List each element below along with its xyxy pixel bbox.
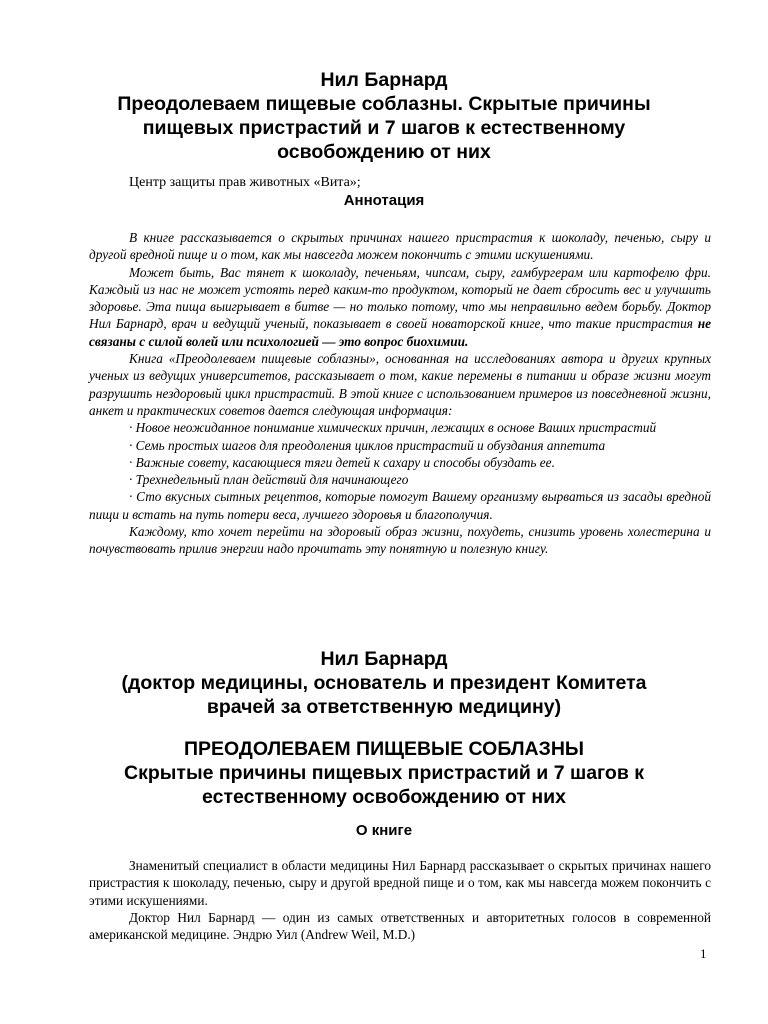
book-title: Преодолеваем пищевые соблазны. Скрытые причины пищевых пристрастий и 7 шагов к естественному освобождению от них [117,93,651,163]
annotation-bullet-5: · Сто вкусных сытных рецептов, которые помогут Вашему организму вырваться из засады вредной пищи и встать на путь потери веса, лучшего здоровья и благополучия. [89,489,711,522]
book-header [90,68,678,164]
author-name: Нил Барнард [320,648,448,670]
author-block [90,647,678,719]
annotation-title: Аннотация [343,192,425,209]
annotation-paragraph-4: Каждому, кто хочет перейти на здоровый образ жизни, похудеть, снизить уровень холестерина и почувствовать прилив энергии надо прочитать эту понятную и полезную книгу. [89,524,711,557]
about-body [89,857,711,943]
about-title: О книге [355,822,413,839]
page-number: 1 [700,946,707,961]
annotation-bullet-4: · Трехнедельный план действий для начинающего [129,472,409,488]
title-subtitle: Скрытые причины пищевых пристрастий и 7 шагов к естественному освобождению от них [124,762,644,808]
annotation-bullet-2: · Семь простых шагов для преодоления циклов пристрастий и обуздания аппетита [129,437,606,453]
title-main: ПРЕОДОЛЕВАЕМ ПИЩЕВЫЕ СОБЛАЗНЫ [183,738,585,760]
annotation-paragraph-3: Книга «Преодолеваем пищевые соблазны», основанная на исследованиях автора и других крупных ученых из ведущих университетов, рассказывает о том, какие перемены в питании и образе жизни могут разрушить нездоровый цикл пристрастий. В этой книге с использованием примеров из повседневной жизни, анкет и практических советов дается следующая информация: [89,351,711,418]
annotation-paragraph-1: В книге рассказывается о скрытых причинах нашего пристрастия к шоколаду, печенью, сыру и другой вредной пище и о том, как мы навсегда можем покончить с этими искушениями. [89,230,711,263]
annotation-paragraph-2-text: Может быть, Вас тянет к шоколаду, печеньям, чипсам, сыру, гамбургерам или картофелю фри. Каждый из нас не может устоять перед каким-то продуктом, который не дает сбросить вес и улучшить здоровье. Эта пища выигрывает в битве — но только потому, что мы неправильно ведем борьбу. Доктор Нил Барнард, врач и ведущий ученый, показывает в своей новаторской книге, что такие пристрастия [89,264,711,332]
annotation-body [89,229,711,558]
author-role: (доктор медицины, основатель и президент Комитета врачей за ответственную медицину) [121,672,647,718]
about-paragraph-1: Знаменитый специалист в области медицины Нил Барнард рассказывает о скрытых причинах нашего пристрастия к шоколаду, печенью, сыру и другой вредной пище и о том, как мы навсегда можем покончить с этими искушениями. [89,858,711,908]
about-paragraph-2: Доктор Нил Барнард — один из самых ответственных и авторитетных голосов в современной американской медицине. Эндрю Уил (Andrew Weil, M.D.) [89,909,711,943]
organization-line: Центр защиты прав животных «Вита»; [129,175,361,190]
book-author: Нил Барнард [320,69,448,91]
annotation-paragraph-2 [89,264,711,350]
title-block [90,737,678,809]
annotation-emphasis: не связаны с силой волей или психологией — это вопрос биохимии. [89,316,711,349]
annotation-bullet-3: · Важные совету, касающиеся тяги детей к сахару и способы обуздать ее. [129,454,555,470]
annotation-bullet-1: · Новое неожиданное понимание химических причин, лежащих в основе Ваших пристрастий [129,420,657,436]
